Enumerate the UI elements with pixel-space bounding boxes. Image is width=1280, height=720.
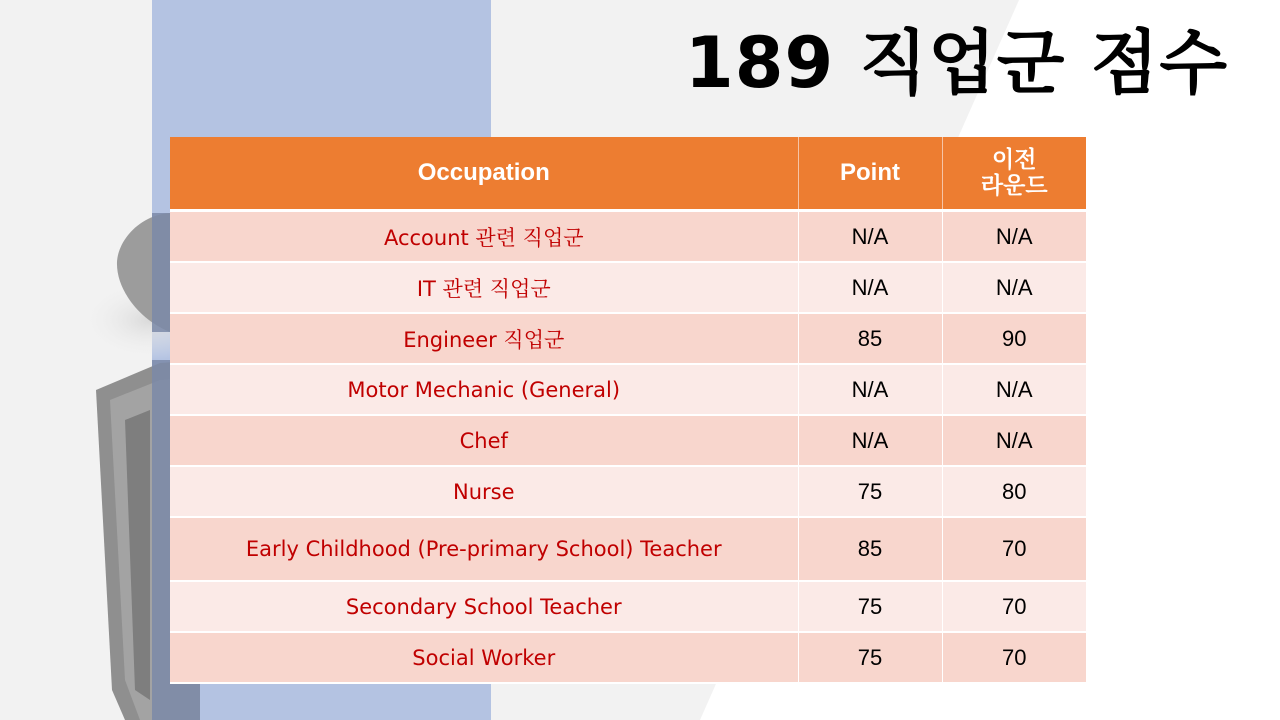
cell-point: N/A [798, 211, 942, 263]
cell-point: N/A [798, 415, 942, 466]
table-row [170, 581, 1086, 632]
cell-previous-round: N/A [942, 211, 1086, 263]
table-header-row [170, 137, 1086, 211]
cell-occupation: Motor Mechanic (General) [170, 364, 798, 415]
cell-previous-round: 70 [942, 517, 1086, 581]
cell-previous-round: 70 [942, 581, 1086, 632]
cell-point: 75 [798, 632, 942, 683]
table-row [170, 313, 1086, 364]
table-row [170, 517, 1086, 581]
cell-previous-round: N/A [942, 364, 1086, 415]
table-row [170, 211, 1086, 263]
header-point: Point [798, 137, 942, 211]
table-row [170, 262, 1086, 313]
cell-occupation: Account 관련 직업군 [170, 211, 798, 263]
cell-occupation: Early Childhood (Pre-primary School) Teacher [170, 517, 798, 581]
header-previous-round-line2: 라운드 [980, 173, 1048, 199]
cell-previous-round: 80 [942, 466, 1086, 517]
cell-previous-round: N/A [942, 415, 1086, 466]
table-row [170, 364, 1086, 415]
cell-occupation: Nurse [170, 466, 798, 517]
cell-occupation: Chef [170, 415, 798, 466]
page-title: 189 직업군 점수 [685, 22, 1228, 104]
cell-point: N/A [798, 262, 942, 313]
cell-point: 85 [798, 517, 942, 581]
table-row [170, 466, 1086, 517]
cell-point: 75 [798, 466, 942, 517]
cell-point: 85 [798, 313, 942, 364]
cell-point: N/A [798, 364, 942, 415]
table-row [170, 632, 1086, 683]
cell-point: 75 [798, 581, 942, 632]
cell-occupation: Secondary School Teacher [170, 581, 798, 632]
cell-occupation: IT 관련 직업군 [170, 262, 798, 313]
cell-previous-round: N/A [942, 262, 1086, 313]
header-occupation: Occupation [170, 137, 798, 211]
occupation-score-table [170, 137, 1086, 684]
cell-occupation: Social Worker [170, 632, 798, 683]
cell-occupation: Engineer 직업군 [170, 313, 798, 364]
table-row [170, 415, 1086, 466]
cell-previous-round: 70 [942, 632, 1086, 683]
header-previous-round-line1: 이전 [992, 147, 1037, 173]
header-previous-round [942, 137, 1086, 211]
cell-previous-round: 90 [942, 313, 1086, 364]
